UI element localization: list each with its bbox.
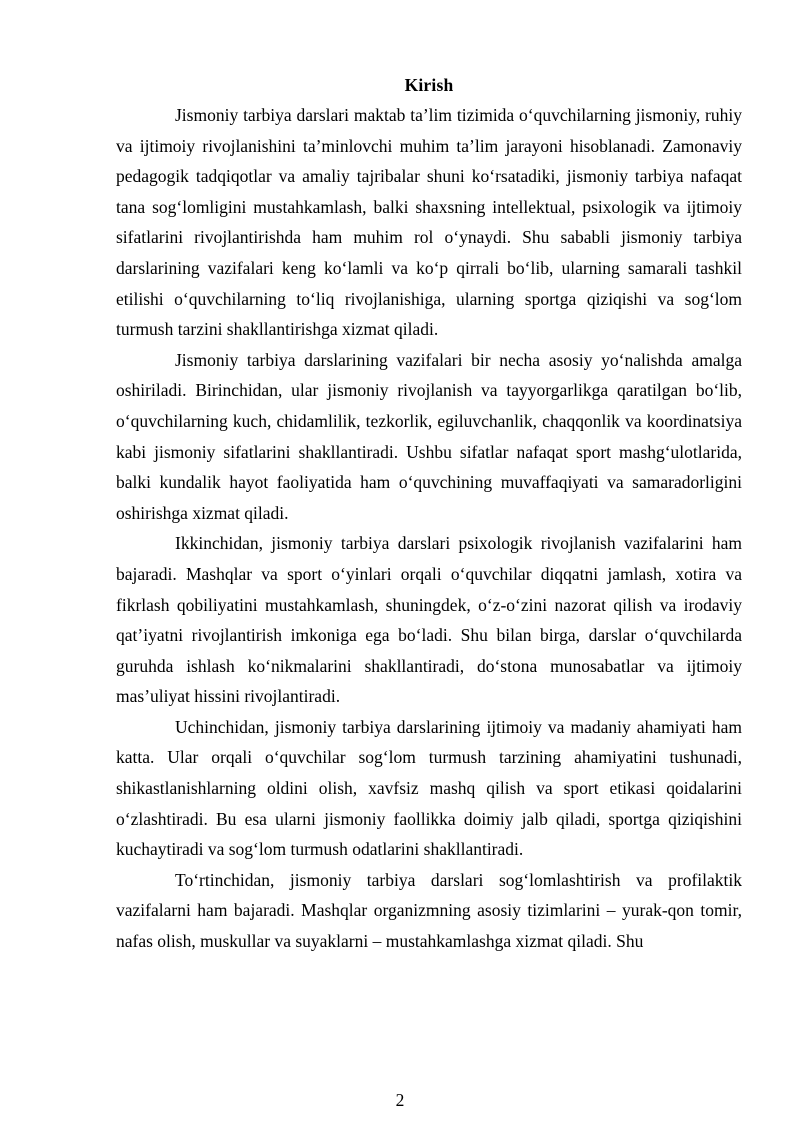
paragraph-third-point: Uchinchidan, jismoniy tarbiya darslarining ijtimoiy va madaniy ahamiyati ham katta. Ular orqali o‘quvchilar sog‘lom turmush tarzining ahamiyatini tushunadi, shikastlanishlarning oldini olish, xavfsiz mashq qilish va sport etikasi qoidalarini o‘zlashtiradi. Bu esa ularni jismoniy faollikka doimiy jalb qiladi, sportga qiziqishini kuchaytiradi va sog‘lom turmush odatlarini shakllantiradi. bbox=[116, 716, 742, 860]
page-number: 2 bbox=[395, 1090, 405, 1110]
paragraph-second-point: Ikkinchidan, jismoniy tarbiya darslari psixologik rivojlanish vazifalarini ham bajaradi. Mashqlar va sport o‘yinlari orqali o‘quvchilar diqqatni jamlash, xotira va fikrlash qobiliyatini mustahkamlash, shuningdek, o‘z-o‘zini nazorat qilish va irodaviy qat’iyatni rivojlantirish imkoniga ega bo‘ladi. Shu bilan birga, darslar o‘quvchilarda guruhda ishlash ko‘nikmalarini shakllantiradi, do‘stona munosabatlar va ijtimoiy mas’uliyat hissini rivojlantiradi. bbox=[116, 533, 742, 707]
page-content bbox=[116, 70, 742, 957]
paragraph-intro: Jismoniy tarbiya darslari maktab ta’lim tizimida o‘quvchilarning jismoniy, ruhiy va ijtimoiy rivojlanishini ta’minlovchi muhim ta’lim jarayoni hisoblanadi. Zamonaviy pedagogik tadqiqotlar va amaliy tajribalar shuni ko‘rsatadiki, jismoniy tarbiya nafaqat tana sog‘lomligini mustahkamlash, balki shaxsning intellektual, psixologik va ijtimoiy sifatlarini rivojlantirishda ham muhim rol o‘ynaydi. Shu sababli jismoniy tarbiya darslarining vazifalari keng ko‘lamli va ko‘p qirrali bo‘lib, ularning samarali tashkil etilishi o‘quvchilarning to‘liq rivojlanishiga, ularning sportga qiziqishi va sog‘lom turmush tarzini shakllantirishga xizmat qiladi. bbox=[116, 105, 742, 340]
section-title: Kirish bbox=[404, 75, 454, 95]
paragraph-first-point: Jismoniy tarbiya darslarining vazifalari bir necha asosiy yo‘nalishda amalga oshiriladi. Birinchidan, ular jismoniy rivojlanish va tayyorgarlikga qaratilgan bo‘lib, o‘quvchilarning kuch, chidamlilik, tezkorlik, egiluvchanlik, chaqqonlik va koordinatsiya kabi jismoniy sifatlarini shakllantiradi. Ushbu sifatlar nafaqat sport mashg‘ulotlarida, balki kundalik hayot faoliyatida ham o‘quvchining muvaffaqiyati va samaradorligini oshirishga xizmat qiladi. bbox=[116, 349, 742, 523]
paragraph-fourth-point: To‘rtinchidan, jismoniy tarbiya darslari sog‘lomlashtirish va profilaktik vazifalarni ham bajaradi. Mashqlar organizmning asosiy tizimlarini – yurak-qon tomir, nafas olish, muskullar va suyaklarni – mustahkamlashga xizmat qiladi. Shu bbox=[116, 869, 742, 952]
